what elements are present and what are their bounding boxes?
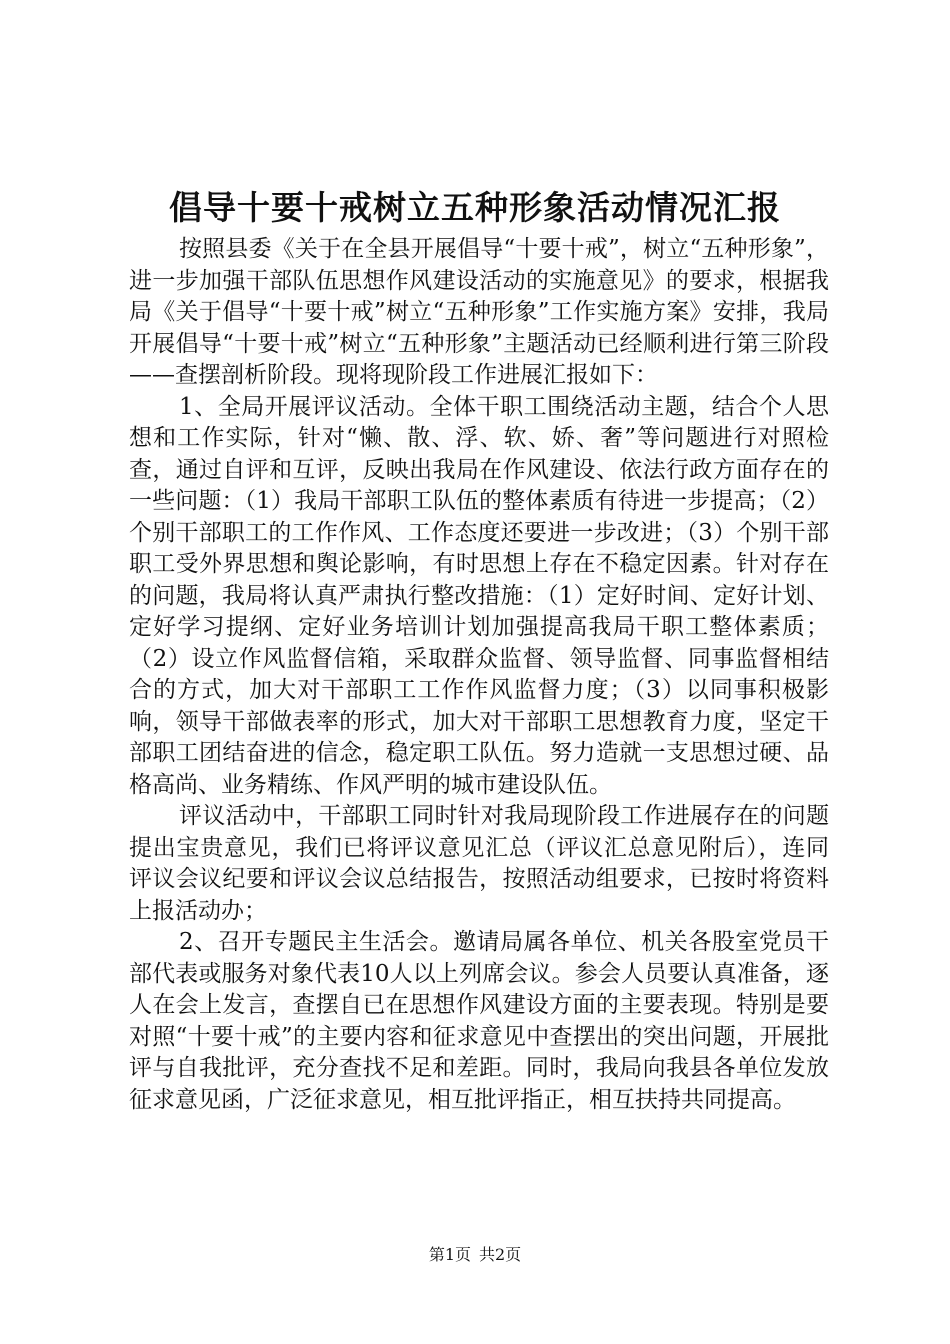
document-title: 倡导十要十戒树立五种形象活动情况汇报 bbox=[169, 188, 781, 227]
page-total: 共2页 bbox=[479, 1245, 522, 1264]
page-footer bbox=[0, 1244, 950, 1266]
paragraph-item-1: 1、全局开展评议活动。全体干职工围绕活动主题，结合个人思想和工作实际，针对“懒、散、浮、软、娇、奢”等问题进行对照检查，通过自评和互评，反映出我局在作风建设、依法行政方面存在的一些问题：（1）我局干部职工队伍的整体素质有待进一步提高；（2）个别干部职工的工作作风、工作态度还要进一步改进；（3）个别干部职工受外界思想和舆论影响，有时思想上存在不稳定因素。针对存在的问题，我局将认真严肃执行整改措施：（1）定好时间、定好计划、定好学习提纲、定好业务培训计划加强提高我局干职工整体素质；（2）设立作风监督信箱，采取群众监督、领导监督、同事监督相结合的方式，加大对干部职工工作作风监督力度；（3）以同事积极影响，领导干部做表率的形式，加大对干部职工思想教育力度，坚定干部职工团结奋进的信念，稳定职工队伍。努力造就一支思想过硬、品格高尚、业务精练、作风严明的城市建设队伍。 bbox=[129, 393, 829, 798]
paragraph-evaluation: 评议活动中，干部职工同时针对我局现阶段工作进展存在的问题提出宝贵意见，我们已将评议意见汇总（评议汇总意见附后），连同评议会议纪要和评议会议总结报告，按照活动组要求，已按时将资料上报活动办； bbox=[129, 803, 829, 924]
paragraph-intro: 按照县委《关于在全县开展倡导“十要十戒”，树立“五种形象”，进一步加强干部队伍思想作风建设活动的实施意见》的要求，根据我局《关于倡导“十要十戒”树立“五种形象”工作实施方案》安排，我局开展倡导“十要十戒”树立“五种形象”主题活动已经顺利进行第三阶段——查摆剖析阶段。现将现阶段工作进展汇报如下： bbox=[129, 236, 829, 388]
paragraph-item-2: 2、召开专题民主生活会。邀请局属各单位、机关各股室党员干部代表或服务对象代表10人以上列席会议。参会人员要认真准备，逐人在会上发言，查摆自已在思想作风建设方面的主要表现。特别是要对照“十要十戒”的主要内容和征求意见中查摆出的突出问题，开展批评与自我批评，充分查找不足和差距。同时，我局向我县各单位发放征求意见函，广泛征求意见，相互批评指正，相互扶持共同提高。 bbox=[129, 929, 829, 1113]
page-number: 第1页 bbox=[428, 1245, 471, 1264]
document-body bbox=[129, 234, 829, 1116]
